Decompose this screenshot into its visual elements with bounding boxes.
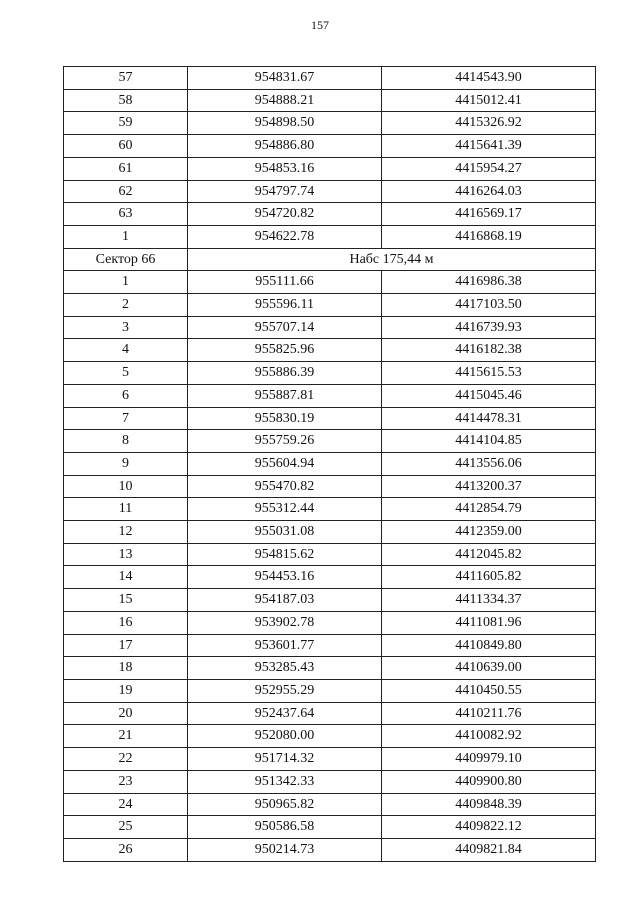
point-number-cell: 62 xyxy=(64,180,188,203)
x-coordinate-cell: 952437.64 xyxy=(188,702,382,725)
x-coordinate-cell: 954853.16 xyxy=(188,157,382,180)
y-coordinate-cell: 4409848.39 xyxy=(382,793,596,816)
x-coordinate-cell: 952080.00 xyxy=(188,725,382,748)
point-number-cell: 21 xyxy=(64,725,188,748)
point-number-cell: 1 xyxy=(64,271,188,294)
y-coordinate-cell: 4411081.96 xyxy=(382,611,596,634)
y-coordinate-cell: 4416264.03 xyxy=(382,180,596,203)
table-row xyxy=(64,521,596,544)
table-row xyxy=(64,362,596,385)
point-number-cell: 60 xyxy=(64,135,188,158)
x-coordinate-cell: 951342.33 xyxy=(188,770,382,793)
table-row xyxy=(64,316,596,339)
table-row xyxy=(64,180,596,203)
y-coordinate-cell: 4412359.00 xyxy=(382,521,596,544)
x-coordinate-cell: 954815.62 xyxy=(188,543,382,566)
y-coordinate-cell: 4410082.92 xyxy=(382,725,596,748)
point-number-cell: 5 xyxy=(64,362,188,385)
sector-altitude: Набс 175,44 м xyxy=(188,248,596,271)
y-coordinate-cell: 4411334.37 xyxy=(382,589,596,612)
table-row xyxy=(64,225,596,248)
table-row xyxy=(64,498,596,521)
table-row xyxy=(64,634,596,657)
table-row xyxy=(64,475,596,498)
point-number-cell: 8 xyxy=(64,430,188,453)
sector-name: Сектор 66 xyxy=(64,248,188,271)
table-row xyxy=(64,702,596,725)
y-coordinate-cell: 4415641.39 xyxy=(382,135,596,158)
table-row xyxy=(64,770,596,793)
y-coordinate-cell: 4416182.38 xyxy=(382,339,596,362)
point-number-cell: 58 xyxy=(64,89,188,112)
table-row xyxy=(64,157,596,180)
table-row xyxy=(64,657,596,680)
point-number-cell: 11 xyxy=(64,498,188,521)
x-coordinate-cell: 950214.73 xyxy=(188,838,382,861)
x-coordinate-cell: 955596.11 xyxy=(188,294,382,317)
point-number-cell: 19 xyxy=(64,679,188,702)
x-coordinate-cell: 952955.29 xyxy=(188,679,382,702)
x-coordinate-cell: 953601.77 xyxy=(188,634,382,657)
y-coordinate-cell: 4414104.85 xyxy=(382,430,596,453)
table-row xyxy=(64,543,596,566)
sector-row xyxy=(64,248,596,271)
x-coordinate-cell: 954622.78 xyxy=(188,225,382,248)
x-coordinate-cell: 955887.81 xyxy=(188,384,382,407)
table-row xyxy=(64,407,596,430)
point-number-cell: 20 xyxy=(64,702,188,725)
y-coordinate-cell: 4410211.76 xyxy=(382,702,596,725)
point-number-cell: 17 xyxy=(64,634,188,657)
point-number-cell: 2 xyxy=(64,294,188,317)
y-coordinate-cell: 4409900.80 xyxy=(382,770,596,793)
y-coordinate-cell: 4410450.55 xyxy=(382,679,596,702)
y-coordinate-cell: 4415045.46 xyxy=(382,384,596,407)
x-coordinate-cell: 955031.08 xyxy=(188,521,382,544)
table-row xyxy=(64,271,596,294)
y-coordinate-cell: 4416569.17 xyxy=(382,203,596,226)
y-coordinate-cell: 4415615.53 xyxy=(382,362,596,385)
y-coordinate-cell: 4413200.37 xyxy=(382,475,596,498)
y-coordinate-cell: 4416739.93 xyxy=(382,316,596,339)
sector-header xyxy=(64,248,596,271)
point-number-cell: 61 xyxy=(64,157,188,180)
x-coordinate-cell: 955312.44 xyxy=(188,498,382,521)
block1-body xyxy=(64,67,596,249)
x-coordinate-cell: 954898.50 xyxy=(188,112,382,135)
point-number-cell: 63 xyxy=(64,203,188,226)
point-number-cell: 9 xyxy=(64,452,188,475)
x-coordinate-cell: 954888.21 xyxy=(188,89,382,112)
table-row xyxy=(64,89,596,112)
point-number-cell: 13 xyxy=(64,543,188,566)
table-row xyxy=(64,67,596,90)
x-coordinate-cell: 951714.32 xyxy=(188,748,382,771)
x-coordinate-cell: 955830.19 xyxy=(188,407,382,430)
x-coordinate-cell: 955604.94 xyxy=(188,452,382,475)
x-coordinate-cell: 954797.74 xyxy=(188,180,382,203)
y-coordinate-cell: 4414478.31 xyxy=(382,407,596,430)
table-row xyxy=(64,452,596,475)
point-number-cell: 10 xyxy=(64,475,188,498)
y-coordinate-cell: 4414543.90 xyxy=(382,67,596,90)
point-number-cell: 4 xyxy=(64,339,188,362)
y-coordinate-cell: 4415954.27 xyxy=(382,157,596,180)
table-row xyxy=(64,793,596,816)
point-number-cell: 14 xyxy=(64,566,188,589)
x-coordinate-cell: 955886.39 xyxy=(188,362,382,385)
x-coordinate-cell: 955707.14 xyxy=(188,316,382,339)
y-coordinate-cell: 4409979.10 xyxy=(382,748,596,771)
table-row xyxy=(64,611,596,634)
y-coordinate-cell: 4416868.19 xyxy=(382,225,596,248)
y-coordinate-cell: 4410849.80 xyxy=(382,634,596,657)
point-number-cell: 25 xyxy=(64,816,188,839)
block2-body xyxy=(64,271,596,861)
x-coordinate-cell: 955470.82 xyxy=(188,475,382,498)
point-number-cell: 6 xyxy=(64,384,188,407)
point-number-cell: 12 xyxy=(64,521,188,544)
point-number-cell: 15 xyxy=(64,589,188,612)
x-coordinate-cell: 950965.82 xyxy=(188,793,382,816)
x-coordinate-cell: 954453.16 xyxy=(188,566,382,589)
y-coordinate-cell: 4411605.82 xyxy=(382,566,596,589)
x-coordinate-cell: 954187.03 xyxy=(188,589,382,612)
table-row xyxy=(64,679,596,702)
table-row xyxy=(64,203,596,226)
point-number-cell: 18 xyxy=(64,657,188,680)
x-coordinate-cell: 955825.96 xyxy=(188,339,382,362)
point-number-cell: 22 xyxy=(64,748,188,771)
table-row xyxy=(64,589,596,612)
table-row xyxy=(64,294,596,317)
coordinates-table xyxy=(63,66,596,862)
point-number-cell: 57 xyxy=(64,67,188,90)
point-number-cell: 26 xyxy=(64,838,188,861)
x-coordinate-cell: 954720.82 xyxy=(188,203,382,226)
point-number-cell: 7 xyxy=(64,407,188,430)
table-row xyxy=(64,112,596,135)
table-row xyxy=(64,384,596,407)
table-row xyxy=(64,838,596,861)
y-coordinate-cell: 4415326.92 xyxy=(382,112,596,135)
x-coordinate-cell: 955111.66 xyxy=(188,271,382,294)
y-coordinate-cell: 4409821.84 xyxy=(382,838,596,861)
x-coordinate-cell: 954886.80 xyxy=(188,135,382,158)
table-row xyxy=(64,748,596,771)
y-coordinate-cell: 4415012.41 xyxy=(382,89,596,112)
y-coordinate-cell: 4412045.82 xyxy=(382,543,596,566)
y-coordinate-cell: 4409822.12 xyxy=(382,816,596,839)
x-coordinate-cell: 950586.58 xyxy=(188,816,382,839)
point-number-cell: 24 xyxy=(64,793,188,816)
point-number-cell: 23 xyxy=(64,770,188,793)
table-row xyxy=(64,725,596,748)
point-number-cell: 3 xyxy=(64,316,188,339)
x-coordinate-cell: 953902.78 xyxy=(188,611,382,634)
point-number-cell: 59 xyxy=(64,112,188,135)
point-number-cell: 16 xyxy=(64,611,188,634)
table-row xyxy=(64,339,596,362)
y-coordinate-cell: 4416986.38 xyxy=(382,271,596,294)
x-coordinate-cell: 955759.26 xyxy=(188,430,382,453)
table-row xyxy=(64,430,596,453)
y-coordinate-cell: 4413556.06 xyxy=(382,452,596,475)
table-row xyxy=(64,566,596,589)
y-coordinate-cell: 4417103.50 xyxy=(382,294,596,317)
x-coordinate-cell: 954831.67 xyxy=(188,67,382,90)
table-row xyxy=(64,135,596,158)
x-coordinate-cell: 953285.43 xyxy=(188,657,382,680)
y-coordinate-cell: 4412854.79 xyxy=(382,498,596,521)
page-number: 157 xyxy=(311,18,329,32)
point-number-cell: 1 xyxy=(64,225,188,248)
y-coordinate-cell: 4410639.00 xyxy=(382,657,596,680)
table-row xyxy=(64,816,596,839)
